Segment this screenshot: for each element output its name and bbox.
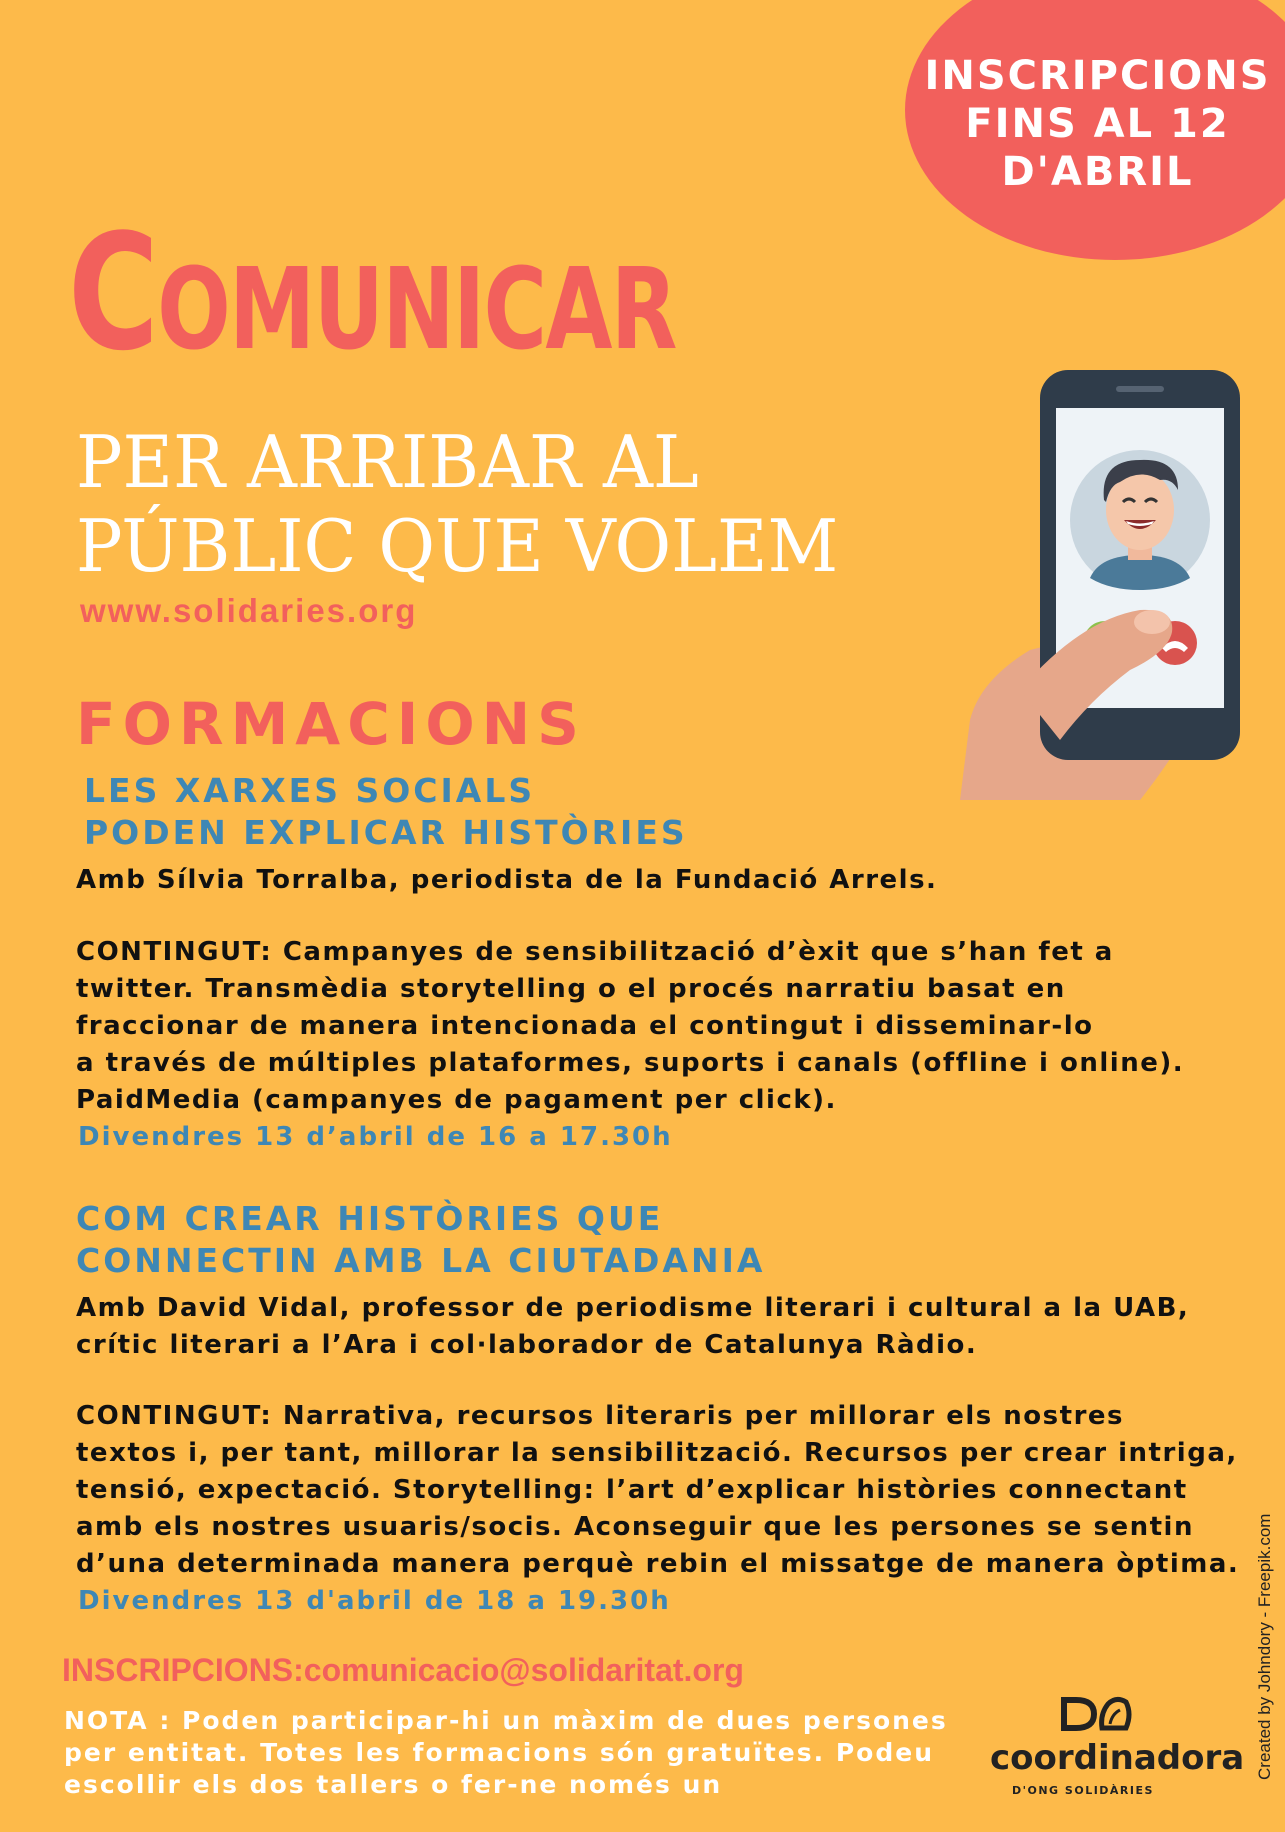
course-1-content: CONTINGUT: Campanyes de sensibilització d’èxit que s’han fet a twitter. Transmèdia storytelling o el procés narratiu basat en fraccionar de manera intencionada el contingut i disseminar-lo a través de múltiples plataformes, suports i canals (offline i online). PaidMedia (campanyes de pagament per click). xyxy=(76,937,1185,1115)
course-1-speaker: Amb Sílvia Torralba, periodista de la Fundació Arrels. xyxy=(76,865,938,895)
course-2-speaker: Amb David Vidal, professor de periodisme literari i cultural a la UAB, crític literari a l’Ara i col·laborador de Catalunya Ràdio. xyxy=(76,1293,1190,1360)
page-title: Comunicar xyxy=(68,199,676,386)
page-subtitle: PER ARRIBAR AL PÚBLIC QUE VOLEM xyxy=(76,420,839,588)
course-2-title: COM CREAR HISTÒRIES QUE CONNECTIN AMB LA CIUTADANIA xyxy=(76,1199,766,1280)
course-1-title: LES XARXES SOCIALS PODEN EXPLICAR HISTÒRIES xyxy=(84,771,688,852)
logo-wordmark: coordinadora xyxy=(990,1738,1245,1778)
coordinadora-logo-icon xyxy=(1060,1694,1140,1734)
website-link[interactable]: www.solidaries.org xyxy=(80,592,418,629)
course-2-content: CONTINGUT: Narrativa, recursos literaris per millorar els nostres textos i, per tant, millorar la sensibilització. Recursos per crear intriga, tensió, expectació. Storytelling: l’art d’explicar històries connectant amb els nostres usuaris/socis. Aconseguir que les persones se sentin d’una determinada manera perquè rebin el missatge de manera òptima. xyxy=(76,1401,1240,1579)
logo-subtitle: D'ONG SOLIDÀRIES xyxy=(1012,1784,1154,1797)
course-1-date: Divendres 13 d’abril de 16 a 17.30h xyxy=(78,1122,673,1152)
course-2-date: Divendres 13 d'abril de 18 a 19.30h xyxy=(78,1586,671,1616)
phone-call-illustration xyxy=(940,360,1280,800)
section-heading: FORMACIONS xyxy=(76,690,586,758)
note-text: NOTA : Poden participar-hi un màxim de dues persones per entitat. Totes les formacions són gratuïtes. Podeu escollir els dos tallers o fer-ne només un xyxy=(64,1706,948,1799)
image-credit: Created by Johndory - Freepik.com xyxy=(1255,1513,1274,1780)
registration-badge-text: INSCRIPCIONS FINS AL 12 D'ABRIL xyxy=(924,53,1271,195)
registration-email[interactable]: INSCRIPCIONS:comunicacio@solidaritat.org xyxy=(62,1652,744,1688)
